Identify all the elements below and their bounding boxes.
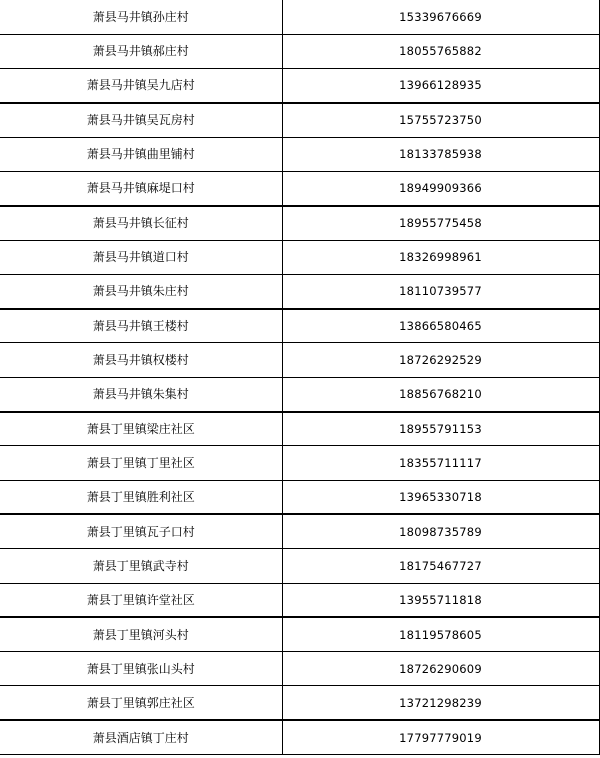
phone-number-cell: 17797779019 xyxy=(282,720,599,754)
phone-number-cell: 18726290609 xyxy=(282,652,599,686)
phone-number-cell: 13866580465 xyxy=(282,309,599,343)
phone-number-cell: 18175467727 xyxy=(282,549,599,583)
village-name-cell: 萧县丁里镇胜利社区 xyxy=(0,480,282,514)
village-name-cell: 萧县马井镇吴瓦房村 xyxy=(0,103,282,137)
village-name-cell: 萧县丁里镇梁庄社区 xyxy=(0,412,282,446)
phone-number-cell: 18110739577 xyxy=(282,274,599,308)
village-name-cell: 萧县马井镇朱集村 xyxy=(0,377,282,411)
phone-number-cell: 18726292529 xyxy=(282,343,599,377)
phone-number-cell: 18055765882 xyxy=(282,34,599,68)
phone-number-cell: 13721298239 xyxy=(282,686,599,720)
table-row xyxy=(0,617,599,651)
table-row xyxy=(0,480,599,514)
village-name-cell: 萧县酒店镇丁庄村 xyxy=(0,720,282,754)
village-name-cell: 萧县马井镇长征村 xyxy=(0,206,282,240)
table-row xyxy=(0,446,599,480)
table-row xyxy=(0,103,599,137)
phone-number-cell: 18355711117 xyxy=(282,446,599,480)
village-name-cell: 萧县马井镇王楼村 xyxy=(0,309,282,343)
table-row xyxy=(0,206,599,240)
phone-number-cell: 18856768210 xyxy=(282,377,599,411)
phone-number-cell: 18133785938 xyxy=(282,137,599,171)
table-row xyxy=(0,137,599,171)
phone-number-cell: 15755723750 xyxy=(282,103,599,137)
table-row xyxy=(0,69,599,103)
village-name-cell: 萧县丁里镇郭庄社区 xyxy=(0,686,282,720)
village-name-cell: 萧县马井镇郝庄村 xyxy=(0,34,282,68)
phone-number-cell: 18098735789 xyxy=(282,514,599,548)
phone-number-cell: 18955775458 xyxy=(282,206,599,240)
village-name-cell: 萧县丁里镇瓦子口村 xyxy=(0,514,282,548)
table-row xyxy=(0,274,599,308)
phone-number-cell: 18955791153 xyxy=(282,412,599,446)
table-row xyxy=(0,583,599,617)
village-name-cell: 萧县丁里镇丁里社区 xyxy=(0,446,282,480)
village-name-cell: 萧县马井镇道口村 xyxy=(0,240,282,274)
table-row xyxy=(0,34,599,68)
table-row xyxy=(0,514,599,548)
table-row xyxy=(0,240,599,274)
village-name-cell: 萧县马井镇麻堤口村 xyxy=(0,171,282,205)
village-name-cell: 萧县马井镇曲里铺村 xyxy=(0,137,282,171)
table-row xyxy=(0,0,599,34)
table-row xyxy=(0,343,599,377)
phone-number-cell: 13966128935 xyxy=(282,69,599,103)
table-row xyxy=(0,652,599,686)
table-row xyxy=(0,549,599,583)
village-name-cell: 萧县丁里镇武寺村 xyxy=(0,549,282,583)
phone-number-cell: 18326998961 xyxy=(282,240,599,274)
village-name-cell: 萧县马井镇权楼村 xyxy=(0,343,282,377)
phone-number-cell: 13955711818 xyxy=(282,583,599,617)
village-name-cell: 萧县丁里镇河头村 xyxy=(0,617,282,651)
phone-number-cell: 13965330718 xyxy=(282,480,599,514)
village-name-cell: 萧县马井镇孙庄村 xyxy=(0,0,282,34)
phone-number-cell: 18119578605 xyxy=(282,617,599,651)
village-name-cell: 萧县丁里镇张山头村 xyxy=(0,652,282,686)
phone-number-cell: 18949909366 xyxy=(282,171,599,205)
table-row xyxy=(0,171,599,205)
village-name-cell: 萧县马井镇吴九店村 xyxy=(0,69,282,103)
village-name-cell: 萧县丁里镇许堂社区 xyxy=(0,583,282,617)
village-name-cell: 萧县马井镇朱庄村 xyxy=(0,274,282,308)
table-row xyxy=(0,377,599,411)
phone-number-cell: 15339676669 xyxy=(282,0,599,34)
table-row xyxy=(0,686,599,720)
table-row xyxy=(0,720,599,754)
table-row xyxy=(0,309,599,343)
table-row xyxy=(0,412,599,446)
